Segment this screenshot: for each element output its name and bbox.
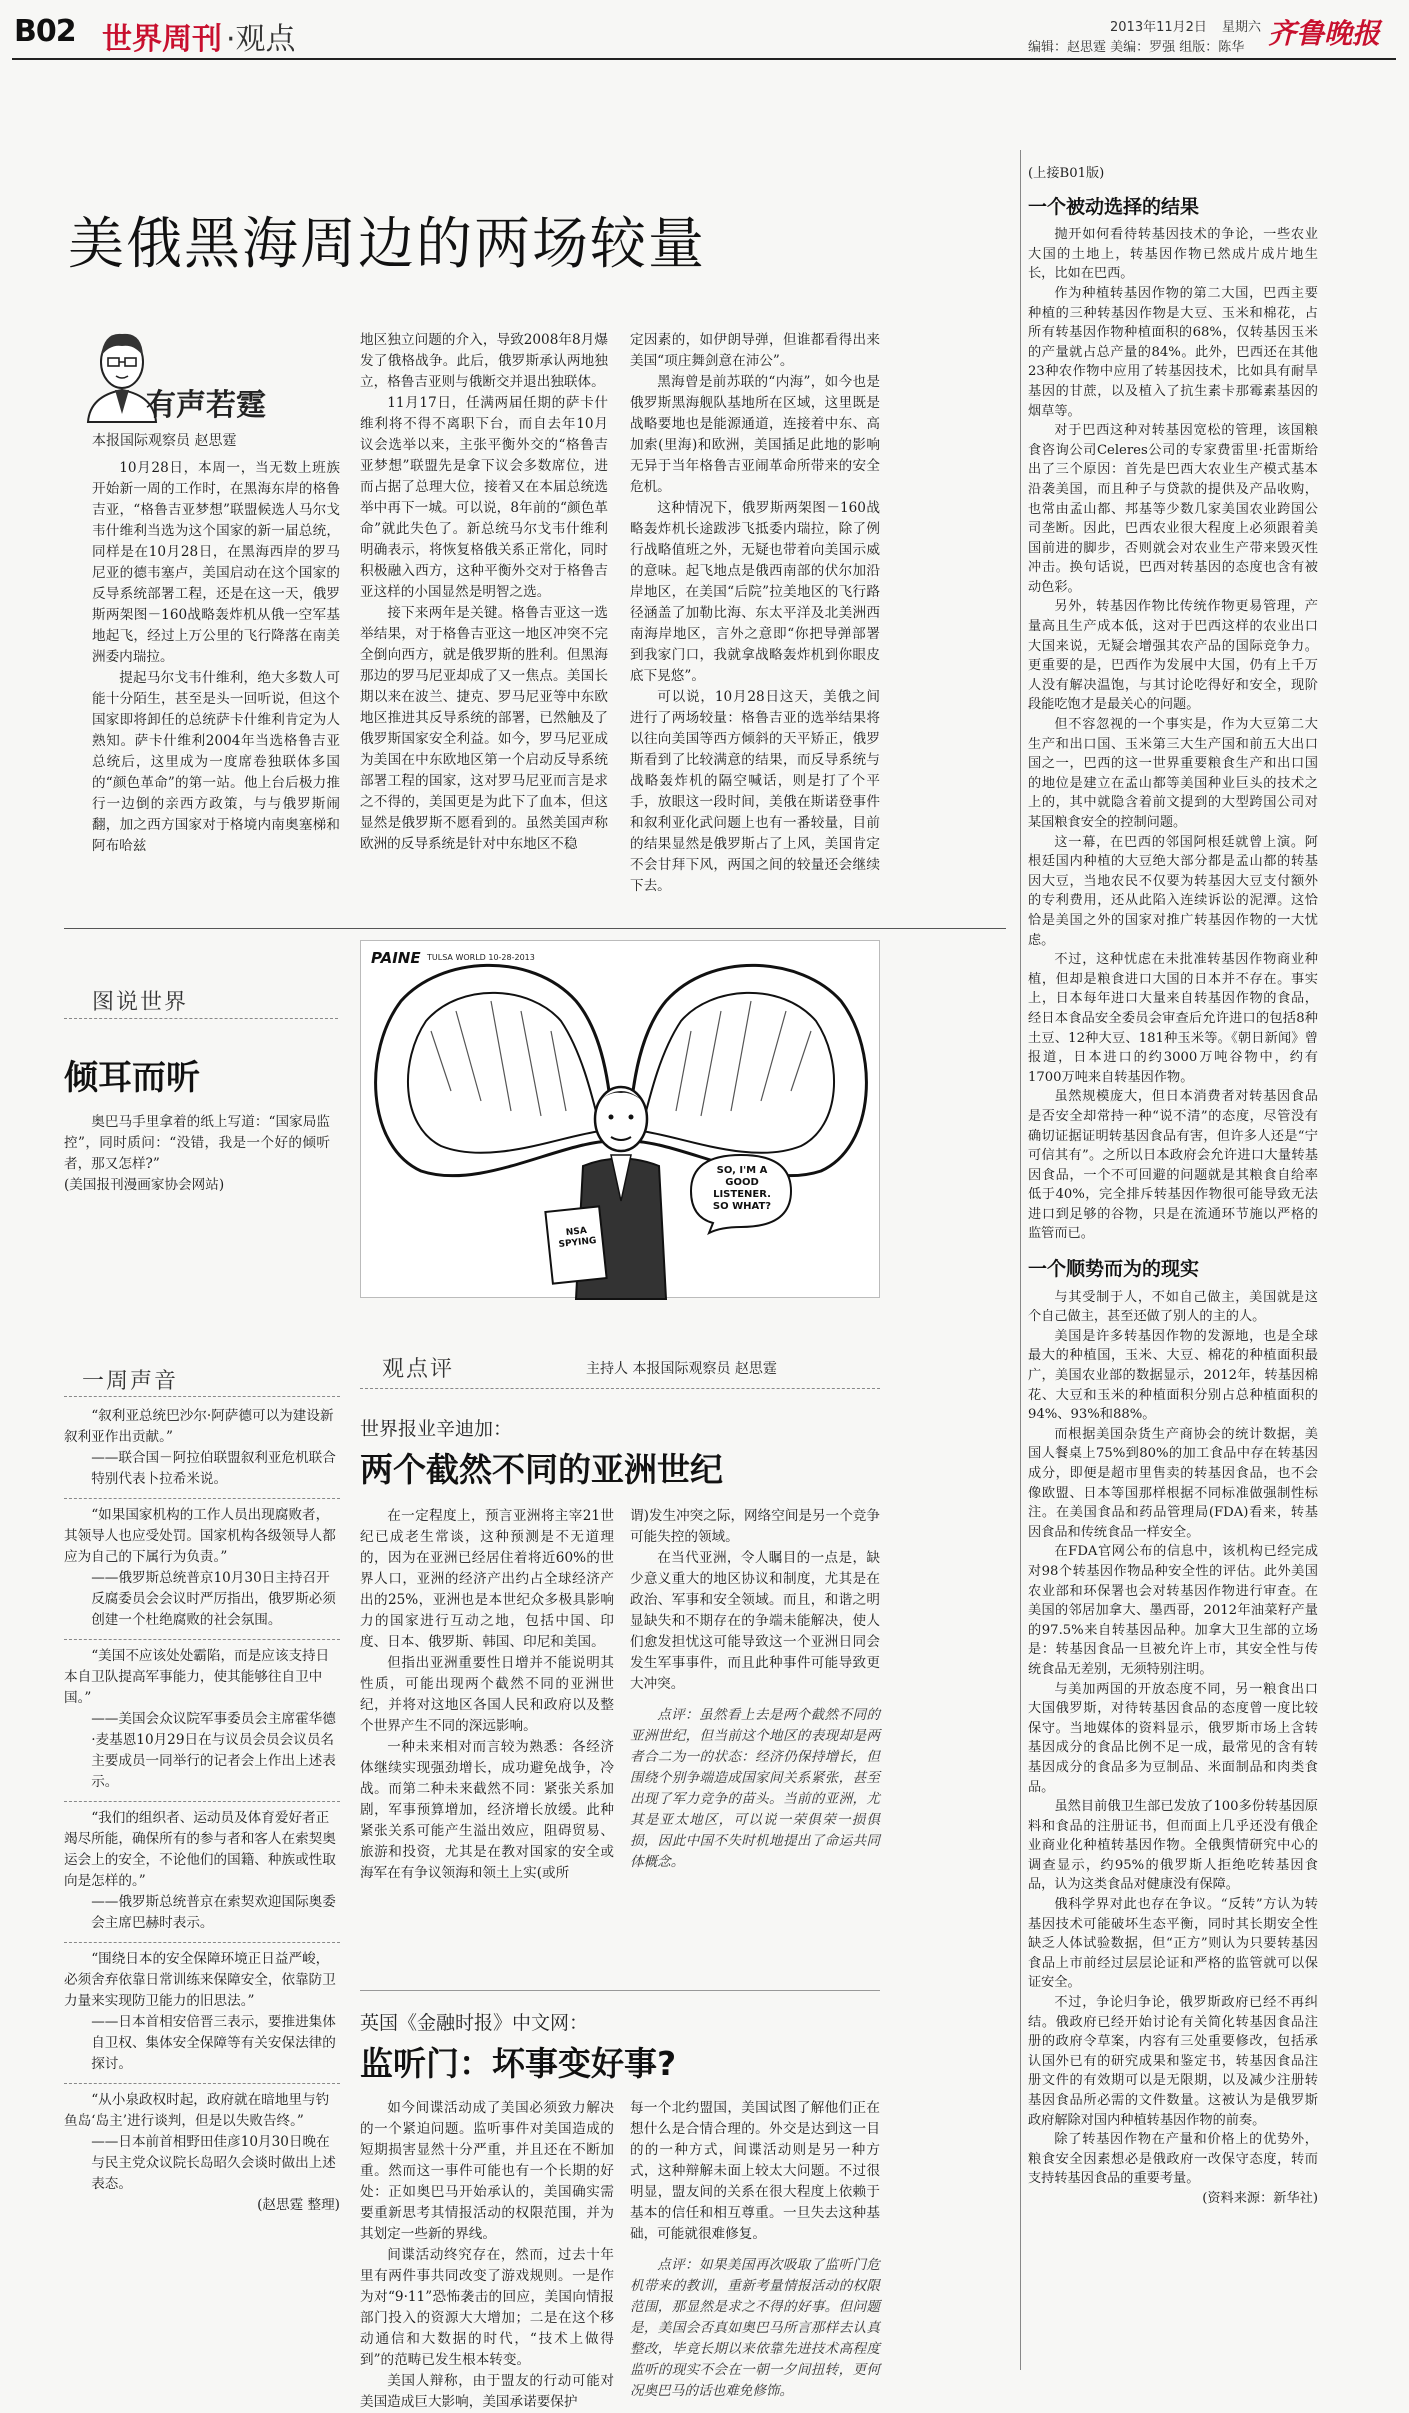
right-column <box>1028 164 1318 2209</box>
cartoon-signature: PAINE <box>371 949 421 967</box>
quote-source: ——俄罗斯总统普京10月30日主持召开反腐委员会会议时严厉指出，俄罗斯必须创建一个杜绝腐败的社会氛围。 <box>91 1570 336 1628</box>
lead-byline: 本报国际观察员 赵思霆 <box>92 433 237 449</box>
quote-source: ——俄罗斯总统普京在索契欢迎国际奥委会主席巴赫时表示。 <box>91 1894 336 1931</box>
masthead-logo: 齐鲁晚报 <box>1268 17 1381 50</box>
page-number: B02 <box>14 14 76 49</box>
right-paragraph: 抛开如何看待转基因技术的争论，一些农业大国的土地上，转基因作物已然成片成片地生长，比如在巴西。 <box>1028 227 1318 282</box>
review1-column-1 <box>360 1506 614 1884</box>
right-paragraph: 而根据美国杂货生产商协会的统计数据，美国人餐桌上75%到80%的加工食品中存在转基因成分，即便是超市里售卖的转基因食品，也不会像欧盟、日本等国那样根据不同标准做强制性标注。在美国食品和药品管理局(FDA)看来，转基因食品和传统食品一样安全。 <box>1028 1426 1318 1540</box>
review1-paragraph: 谓)发生冲突之际，网络空间是另一个竞争可能失控的领域。 <box>630 1508 880 1545</box>
right-paragraph: 虽然目前俄卫生部已发放了100多份转基因原料和食品的注册证书，但而面上几乎还没有俄企业商业化种植转基因作物。全俄舆情研究中心的调查显示，约95%的俄罗斯人拒绝吃转基因食品，认为这类食品对健康没有保障。 <box>1028 1799 1318 1893</box>
review-section-label: 观点评 <box>382 1357 455 1382</box>
right-paragraph: 在FDA官网公布的信息中，该机构已经完成对98个转基因作物品种安全性的评估。此外美国农业部和环保署也会对转基因作物进行审查。在美国的邻居加拿大、墨西哥，2012年油菜籽产量的97.5%来自转基因品种。加拿大卫生部的立场是：转基因食品一旦被允许上市，其安全性与传统食品无差别，无须特别注明。 <box>1028 1544 1318 1677</box>
review1-headline: 两个截然不同的亚洲世纪 <box>360 1450 723 1489</box>
lead-headline: 美俄黑海周边的两场较量 <box>68 212 706 277</box>
lead-paragraph: 10月28日，本周一，当无数上班族开始新一周的工作时，在黑海东岸的格鲁吉亚，“格鲁吉亚梦想”联盟候选人马尔戈韦什维利当选为这个国家的新一届总统，同样是在10月28日，在黑海西岸的罗马尼亚的德韦塞卢，美国启动在这个国家的反导系统部署工程，还是在这一天，俄罗斯两架图－160战略轰炸机从俄一空军基地起飞，经过上万公里的飞行降落在南美洲委内瑞拉。 <box>92 460 340 665</box>
right-paragraph: 不过，争论归争论，俄罗斯政府已经不再纠结。俄政府已经开始讨论有关简化转基因食品注册的政府令草案，内容有三处重要修改，包括承认国外已有的研究成果和鉴定书，转基因食品注册文件的有效期可以是无限期，以及减少注册转基因食品所必需的文件数量。这被认为是俄罗斯政府解除对国内种植转基因作物的前奏。 <box>1028 1995 1318 2128</box>
picture-credit: (美国报刊漫画家协会网站) <box>64 1177 225 1193</box>
review-mid-rule <box>360 1990 880 1991</box>
right-section-1-title: 一个被动选择的结果 <box>1028 195 1200 218</box>
quote-source: ——美国会众议院军事委员会主席霍华德·麦基恩10月29日在与议员会员会议员名主要成员一同举行的记者会上作出上述表示。 <box>91 1711 336 1790</box>
picture-label-rule <box>64 1018 338 1019</box>
quote-text: “我们的组织者、运动员及体育爱好者正竭尽所能，确保所有的参与者和客人在索契奥运会上的安全，不论他们的国籍、种族或性取向是怎样的。” <box>64 1810 336 1889</box>
right-paragraph: 美国是许多转基因作物的发源地，也是全球最大的种植国，玉米、大豆、棉花的种植面积最广，美国农业部的数据显示，2012年，转基因棉花、大豆和玉米的种植面积分别占总种植面积的94%、93%和88%。 <box>1028 1328 1318 1423</box>
quote-source: ——日本前首相野田佳彦10月30日晚在与民主党众议院长岛昭久会谈时做出上述表态。 <box>91 2134 336 2192</box>
right-paragraph: 这一幕，在巴西的邻国阿根廷就曾上演。阿根廷国内种植的大豆绝大部分都是孟山都的转基因大豆，当地农民不仅要为转基因大豆支付额外的专利费用，还从此陷入连续诉讼的泥潭。这恰恰是美国之外的国家对推广转基因作物的一大忧虑。 <box>1028 834 1318 948</box>
quote-item <box>64 1505 340 1631</box>
quote-text: “美国不应该处处霸陷，而是应该支持日本自卫队提高军事能力，使其能够往自卫中国。” <box>64 1648 330 1706</box>
picture-caption-box <box>64 1112 330 1196</box>
header-rule <box>12 58 1396 60</box>
right-paragraph: 与美加两国的开放态度不同，另一粮食出口大国俄罗斯，对待转基因食品的态度曾一度比较保守。当地媒体的资料显示，俄罗斯市场上含转基因成分的食品比例不足一成，最常见的含有转基因成分的食品多为豆制品、米面制品和肉类食品。 <box>1028 1681 1318 1795</box>
lead-paragraph: 这种情况下，俄罗斯两架图－160战略轰炸机长途跋涉飞抵委内瑞拉，除了例行战略值班之外，无疑也带着向美国示威的意味。起飞地点是俄西南部的伏尔加沿岸地区，在美国“后院”拉美地区的飞行路径涵盖了加勒比海、东太平洋及北美洲西南海岸地区，言外之意即“你把导弹部署到我家门口，我就拿战略轰炸机到你眼皮底下晃悠”。 <box>630 500 880 684</box>
quote-compiler: (赵思霆 整理) <box>257 2197 340 2213</box>
issue-date: 2013年11月2日 <box>1110 20 1207 35</box>
right-column-divider <box>1020 150 1021 2370</box>
right-paragraph: 不过，这种忧虑在未批准转基因作物商业种植，但却是粮食进口大国的日本并不存在。事实上，日本每年进口大量来自转基因作物的食品，经日本食品安全委员会审查后允许进口的包括8种土豆、12种大豆、181种玉米等。《朝日新闻》曾报道，日本进口的约3000万吨谷物中，约有1700万吨来自转基因作物。 <box>1028 952 1318 1085</box>
cartoon-bubble-text: SO, I'M A GOOD LISTENER. SO WHAT? <box>712 1165 772 1212</box>
quote-source: ——日本首相安倍晋三表示，要推进集体自卫权、集体安全保障等有关安保法律的探讨。 <box>91 2014 336 2072</box>
right-paragraph: 对于巴西这种对转基因宽松的管理，该国粮食咨询公司Celeres公司的专家费雷里·托雷斯给出了三个原因：首先是巴西大农业生产模式基本沿袭美国，而且种子与贷款的提供及产品收购，也常由孟山都、邦基等少数几家美国农业跨国公司垄断。因此，巴西农业很大程度上必须跟着美国前进的脚步，否则就会对农业生产带来毁灭性冲击。换句话说，巴西对转基因的态度也含有被动色彩。 <box>1028 423 1318 595</box>
lead-paragraph: 11月17日，任满两届任期的萨卡什维利将不得不离职下台，而自去年10月议会选举以来，主张平衡外交的“格鲁吉亚梦想”联盟先是拿下议会多数席位，进而占据了总理大位，接着又在本届总统选举中再下一城。可以说，8年前的“颜色革命”就此失色了。新总统马尔戈韦什维利明确表示，将恢复格俄关系正常化，同时积极融入西方，这种平衡外交对于格鲁吉亚这样的小国显然是明智之选。 <box>360 395 608 600</box>
quote-item <box>64 2090 340 2195</box>
review1-paragraph: 在一定程度上，预言亚洲将主宰21世纪已成老生常谈，这种预测是不无道理的，因为在亚洲已经居住着将近60%的世界人口，亚洲的经济产出约占全球经济产出的25%，亚洲也是本世纪众多极具影响力的国家进行互动之地，包括中国、印度、日本、俄罗斯、韩国、印尼和美国。 <box>360 1508 614 1650</box>
review1-paragraph: 在当代亚洲，令人瞩目的一点是，缺少意义重大的地区协议和制度，尤其是在政治、军事和安全领域。而且，和谐之明显缺失和不期存在的争端未能解决，使人们愈发担忧这可能导致这一个亚洲日同会发生军事事件，而且此种事件可能导致更大冲突。 <box>630 1550 880 1692</box>
quote-text: “如果国家机构的工作人员出现腐败者，其领导人也应受处罚。国家机构各级领导人都应为自己的下属行为负责。” <box>64 1507 336 1565</box>
review1-kicker: 世界报业辛迪加： <box>360 1418 513 1440</box>
editorial-cartoon <box>360 940 880 1298</box>
right-paragraph: 另外，转基因作物比传统作物更易管理，产量高且生产成本低，这对于巴西这样的农业出口大国来说，无疑会增强其农产品的国际竞争力。更重要的是，巴西作为发展中大国，仍有上千万人没有解决温饱，与其讨论吃得好和安全，现阶段能吃饱才是最关心的问题。 <box>1028 599 1318 713</box>
picture-headline: 倾耳而听 <box>64 1058 200 1098</box>
continued-from: (上接B01版) <box>1028 166 1105 181</box>
review-host: 主持人 本报国际观察员 赵思霆 <box>586 1361 777 1377</box>
quote-text: “从小泉政权时起，政府就在暗地里与钓鱼岛‘岛主’进行谈判，但是以失败告终。” <box>64 2092 330 2129</box>
column-logo: 有声若霆 <box>146 388 266 423</box>
review2-comment: 点评：如果美国再次吸取了监听门危机带来的教训，重新考量情报活动的权限范围，那显然是求之不得的好事。但问题是，美国会否真如奥巴马所言那样去认真整改，毕竟长期以来依靠先进技术高程度监听的现实不会在一朝一夕间扭转，更何况奥巴马的话也难免修饰。 <box>630 2257 880 2399</box>
lead-bottom-rule <box>64 928 1006 929</box>
picture-section-label: 图说世界 <box>92 990 189 1015</box>
review2-paragraph: 美国人辩称，由于盟友的行动可能对美国造成巨大影响，美国承诺要保护 <box>360 2373 614 2410</box>
right-paragraph: 除了转基因作物在产量和价格上的优势外，粮食安全因素想必是俄政府一改保守态度，转而支持转基因食品的重要考量。 <box>1028 2132 1318 2187</box>
review2-kicker: 英国《金融时报》中文网： <box>360 2012 589 2034</box>
review2-headline: 监听门：坏事变好事? <box>360 2044 677 2083</box>
right-section-2-title: 一个顺势而为的现实 <box>1028 1258 1200 1281</box>
right-paragraph: 俄科学界对此也存在争议。“反转”方认为转基因技术可能破坏生态平衡，同时其长期安全性缺乏人体试验数据，但“正方”则认为只要转基因食品上市前经过层层论证和严格的监管就可以保证安全。 <box>1028 1897 1318 1991</box>
quote-item <box>64 1646 340 1793</box>
review1-comment: 点评：虽然看上去是两个截然不同的亚洲世纪，但当前这个地区的表现却是两者合二为一的状态：经济仍保持增长，但围绕个别争端造成国家间关系紧张，甚至出现了军力竞争的苗头。当前的亚洲，尤其是亚太地区，可以说一荣俱荣一损俱损，因此中国不失时机地提出了命运共同体概念。 <box>630 1707 880 1870</box>
weekly-quotes-list <box>64 1406 340 2216</box>
right-paragraph: 但不容忽视的一个事实是，作为大豆第二大生产和出口国、玉米第三大生产国和前五大出口国之一，巴西的这一世界重要粮食生产和出口国的地位是建立在孟山都等美国种业巨头的技术之上的，其中就隐含着前文提到的大型跨国公司对某国粮食安全的控制问题。 <box>1028 717 1318 830</box>
review1-paragraph: 但指出亚洲重要性日增并不能说明其性质，可能出现两个截然不同的亚洲世纪，并将对这地区各国人民和政府以及整个世界产生不同的深远影响。 <box>360 1655 614 1734</box>
cartoon-paper-text: NSA SPYING <box>558 1225 597 1250</box>
review2-paragraph: 每一个北约盟国，美国试图了解他们正在想什么是合情合理的。外交是达到这一目的的一种方式，间谍活动则是另一种方式，这种辩解未面上较太大问题。不过很明显，盟友间的关系在很大程度上依赖于基本的信任和相互尊重。一旦失去这种基础，可能就很难修复。 <box>630 2100 880 2242</box>
right-paragraph: 虽然规模庞大，但日本消费者对转基因食品是否安全却常持一种“说不清”的态度，尽管没有确切证据证明转基因食品有害，但许多人还是“宁可信其有”。之所以日本政府会允许进口大量转基因食品，一个不可回避的问题就是其粮食自给率低于40%，完全排斥转基因作物很可能导致无法进口到足够的谷物，只是在流通环节施以严格的监管而已。 <box>1028 1089 1318 1242</box>
quote-divider <box>64 1942 340 1943</box>
section-subtitle: ·观点 <box>226 22 296 57</box>
quote-divider <box>64 1639 340 1640</box>
review1-column-2 <box>630 1506 880 1873</box>
quote-item <box>64 1949 340 2075</box>
lead-paragraph: 接下来两年是关键。格鲁吉亚这一选举结果，对于格鲁吉亚这一地区冲突不完全倒向西方，就是俄罗斯的胜利。但黑海那边的罗马尼亚却成了又一焦点。美国长期以来在波兰、捷克、罗马尼亚等中东欧地区推进其反导系统的部署，已然触及了俄罗斯国家安全利益。如今，罗马尼亚成为美国在中东欧地区第一个启动反导系统部署工程的国家，这对罗马尼亚而言是求之不得的，美国更是为此下了血本，但这显然是俄罗斯不愿看到的。虽然美国声称欧洲的反导系统是针对中东地区不稳 <box>360 605 608 852</box>
lead-paragraph: 提起马尔戈韦什维利，绝大多数人可能十分陌生，甚至是头一回听说，但这个国家即将卸任的总统萨卡什维利肯定为人熟知。萨卡什维利2004年当选格鲁吉亚总统后，这里成为一度席卷独联体多国的“颜色革命”的第一站。他上台后极力推行一边倒的亲西方政策，与与俄罗斯闹翻，加之西方国家对于格境内南奥塞梯和阿布哈兹 <box>92 670 340 854</box>
lead-paragraph: 定因素的，如伊朗导弹，但谁都看得出来美国“项庄舞剑意在沛公”。 <box>630 332 880 369</box>
review2-column-2 <box>630 2098 880 2402</box>
right-source: (资料来源：新华社) <box>1202 2190 1318 2206</box>
quote-item <box>64 1406 340 1490</box>
lead-paragraph: 可以说，10月28日这天，美俄之间进行了两场较量：格鲁吉亚的选举结果将以往向美国等西方倾斜的天平矫正，俄罗斯看到了比较满意的结果，而反导系统与战略轰炸机的隔空喊话，则是打了个平手，放眼这一段时间，美俄在斯诺登事件和叙利亚化武问题上也有一番较量，目前的结果显然是俄罗斯占了上风，美国肯定不会甘拜下风，两国之间的较量还会继续下去。 <box>630 689 880 894</box>
section-title: 世界周刊 <box>102 22 222 57</box>
quote-divider <box>64 2083 340 2084</box>
lead-column-1 <box>92 458 340 857</box>
lead-paragraph: 黑海曾是前苏联的“内海”，如今也是俄罗斯黑海舰队基地所在区域，这里既是战略要地也是能源通道，连接着中东、高加索(里海)和欧洲，美国插足此地的影响无异于当年格鲁吉亚闹革命所带来的安全危机。 <box>630 374 880 495</box>
quote-divider <box>64 1801 340 1802</box>
editor-line: 编辑：赵思霆 美编：罗强 组版：陈华 <box>1028 40 1245 55</box>
issue-weekday: 星期六 <box>1222 20 1262 35</box>
review2-paragraph: 间谍活动终究存在，然而，过去十年里有两件事共同改变了游戏规则。一是作为对“9·11”恐怖袭击的回应，美国向情报部门投入的资源大大增加；二是在这个移动通信和大数据的时代，“技术上做得到”的范畴已发生根本转变。 <box>360 2247 614 2368</box>
quotes-label-rule <box>64 1396 340 1397</box>
right-paragraph: 作为种植转基因作物的第二大国，巴西主要种植的三种转基因作物是大豆、玉米和棉花，占所有转基因作物种植面积的68%，仅转基因玉米的产量就占总产量的84%。此外，巴西还在其他23种农作物中应用了转基因技术，比如具有耐旱基因的甘蔗，以及植入了抗生素卡那霉素基因的烟草等。 <box>1028 285 1318 419</box>
lead-paragraph: 地区独立问题的介入，导致2008年8月爆发了俄格战争。此后，俄罗斯承认两地独立，格鲁吉亚则与俄断交并退出独联体。 <box>360 332 608 390</box>
lead-column-2 <box>360 330 608 855</box>
quote-text: “叙利亚总统巴沙尔·阿萨德可以为建设新叙利亚作出贡献。” <box>64 1408 334 1445</box>
quotes-section-label: 一周声音 <box>82 1369 179 1394</box>
review2-column-1 <box>360 2098 614 2413</box>
cartoon-source: TULSA WORLD 10-28-2013 <box>427 953 535 962</box>
lead-column-3 <box>630 330 880 897</box>
quote-source: ——联合国－阿拉伯联盟叙利亚危机联合特别代表卜拉希米说。 <box>91 1450 336 1487</box>
quote-text: “围绕日本的安全保障环境正日益严峻，必须舍弃依靠日常训练来保障安全，依靠防卫力量来实现防卫能力的旧思法。” <box>64 1951 336 2009</box>
review1-paragraph: 一种未来相对而言较为熟悉：各经济体继续实现强劲增长，成功避免战争，冷战。而第二种未来截然不同：紧张关系加剧，军事预算增加，经济增长放缓。此种紧张关系可能产生溢出效应，阻碍贸易、旅游和投资，尤其是在教对国家的安全或海军在有争议领海和领土上实(或所 <box>360 1739 614 1881</box>
review-label-rule <box>360 1388 880 1389</box>
quote-divider <box>64 1498 340 1499</box>
review2-paragraph: 如今间谍活动成了美国必须致力解决的一个紧迫问题。监听事件对美国造成的短期损害显然十分严重，并且还在不断加重。然而这一事件可能也有一个长期的好处：正如奥巴马开始承认的，美国确实需要重新思考其情报活动的权限范围，并为其划定一些新的界线。 <box>360 2100 614 2242</box>
picture-caption: 奥巴马手里拿着的纸上写道：“国家局监控”，同时质问：“没错，我是一个好的倾听者，那又怎样?” <box>64 1114 330 1172</box>
quote-item <box>64 1808 340 1934</box>
right-paragraph: 与其受制于人，不如自己做主，美国就是这个自己做主，甚至还做了别人的主的人。 <box>1028 1289 1318 1325</box>
